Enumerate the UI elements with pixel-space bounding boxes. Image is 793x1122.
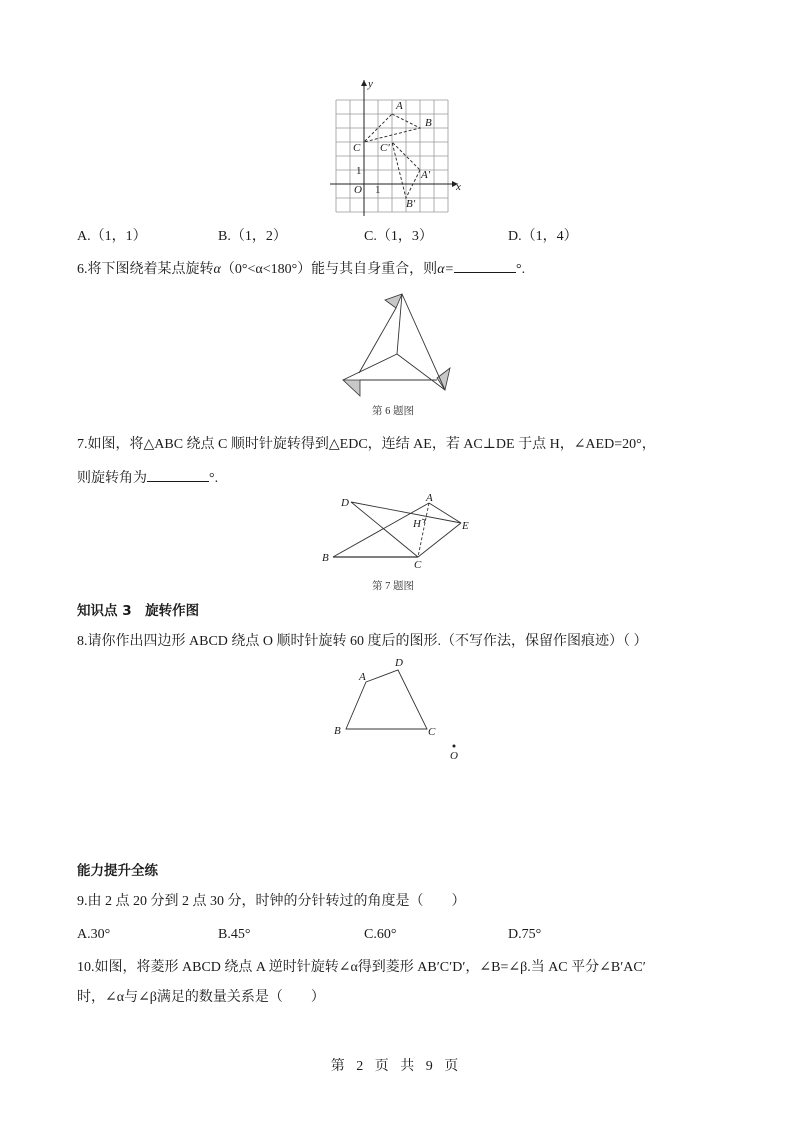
q9-option-c[interactable]: C.60° [364, 927, 397, 942]
q7-question-line2: 则旋转角为 °. [77, 467, 218, 489]
point-label-a: A [426, 492, 433, 504]
q5-option-d[interactable]: D.（1，4） [508, 229, 578, 244]
point-label-d: D [395, 657, 403, 669]
point-label-c: C [353, 142, 361, 154]
point-label-b-prime: B′ [406, 198, 416, 210]
q5-option-b[interactable]: B.（1，2） [218, 229, 287, 244]
axis-label-x: x [456, 181, 461, 193]
point-label-e: E [462, 520, 469, 532]
q9-option-d[interactable]: D.75° [508, 927, 542, 942]
point-label-a: A [359, 671, 366, 683]
q6-question: 6.将下图绕着某点旋转α（0°<α<180°）能与其自身重合，则α= °. [77, 258, 525, 280]
point-label-c: C [428, 726, 436, 738]
axis-label-y: y [368, 78, 373, 90]
unit-label-x: 1 [375, 184, 381, 196]
point-label-b: B [425, 117, 432, 129]
q9-option-b[interactable]: B.45° [218, 927, 251, 942]
q10-question-line1: 10.如图，将菱形 ABCD 绕点 A 逆时针旋转∠α得到菱形 AB′C′D′，∠B=∠β.当 AC 平分∠B′AC′ [77, 960, 646, 975]
q5-option-c[interactable]: C.（1，3） [364, 229, 433, 244]
point-label-b: B [334, 725, 341, 737]
point-o [453, 745, 456, 748]
point-label-c-prime: C′ [380, 142, 390, 154]
section-title-ability: 能力提升全练 [77, 863, 158, 879]
origin-label: O [354, 184, 362, 196]
page-footer: 第 2 页 共 9 页 [330, 1059, 463, 1074]
point-label-o: O [450, 750, 458, 762]
section-title-knowledge-3: 知识点 3 旋转作图 [77, 603, 200, 619]
unit-label-y: 1 [356, 165, 362, 177]
q9-option-a[interactable]: A.30° [77, 927, 111, 942]
point-label-c: C [414, 559, 422, 571]
q7-question-line1: 7.如图，将△ABC 绕点 C 顺时针旋转得到△EDC，连结 AE，若 AC⊥DE 于点 H，∠AED=20°， [77, 437, 656, 452]
q9-question: 9.由 2 点 20 分到 2 点 30 分，时钟的分针转过的角度是（ ） [77, 894, 466, 909]
point-label-a: A [396, 100, 403, 112]
q7-caption: 第 7 题图 [372, 581, 414, 592]
point-label-a-prime: A′ [421, 169, 431, 181]
q10-question-line2: 时，∠α与∠β满足的数量关系是（ ） [77, 990, 325, 1005]
q5-option-a[interactable]: A.（1，1） [77, 229, 147, 244]
point-label-b: B [322, 552, 329, 564]
point-label-d: D [341, 497, 349, 509]
q6-caption: 第 6 题图 [372, 406, 414, 417]
point-label-h: H [413, 518, 421, 530]
q8-question: 8.请你作出四边形 ABCD 绕点 O 顺时针旋转 60 度后的图形.（不写作法，保留作图痕迹）（ ） [77, 634, 648, 649]
